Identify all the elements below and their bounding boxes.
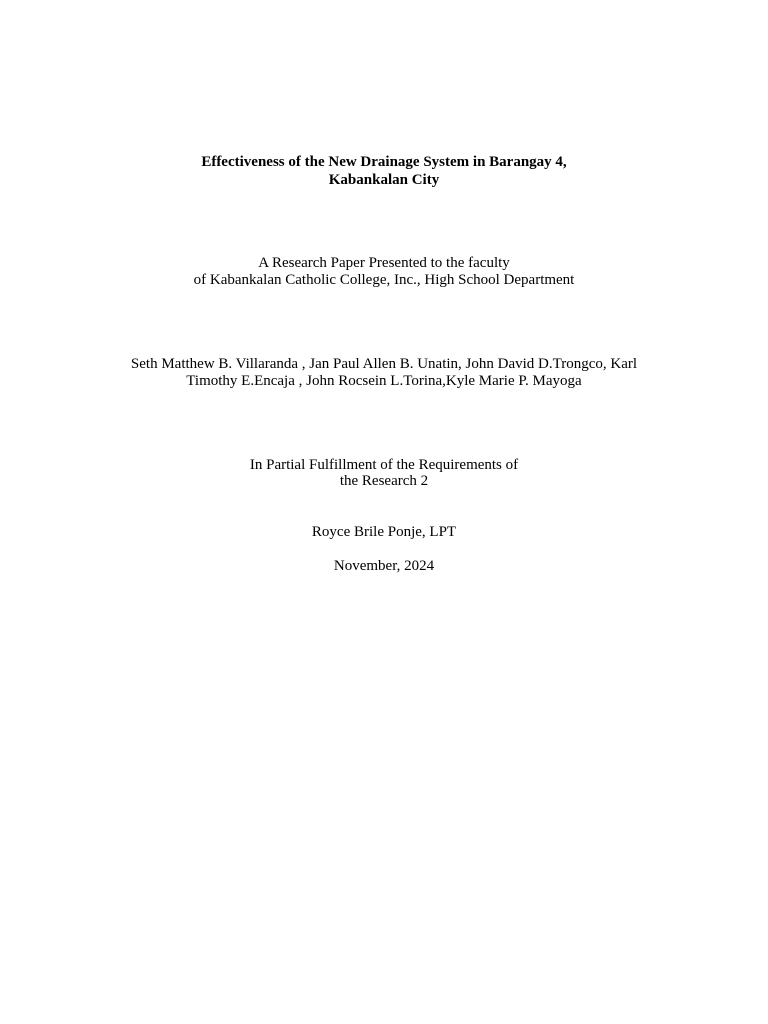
authors-line-1: Seth Matthew B. Villaranda , Jan Paul Allen B. Unatin, John David D.Trongco, Karl <box>130 356 638 372</box>
fulfillment-line-1: In Partial Fulfillment of the Requirements of <box>249 457 519 473</box>
fulfillment-line-2: the Research 2 <box>339 473 429 489</box>
presentation-line-2: of Kabankalan Catholic College, Inc., High School Department <box>193 272 575 288</box>
presentation-line-1: A Research Paper Presented to the faculty <box>258 255 510 271</box>
paper-title-line-2: Kabankalan City <box>328 172 440 188</box>
paper-title-line-1: Effectiveness of the New Drainage System in Barangay 4, <box>201 154 567 170</box>
adviser-name: Royce Brile Ponje, LPT <box>311 524 457 540</box>
submission-date: November, 2024 <box>333 558 435 574</box>
authors-line-2: Timothy E.Encaja , John Rocsein L.Torina,Kyle Marie P. Mayoga <box>186 373 582 389</box>
